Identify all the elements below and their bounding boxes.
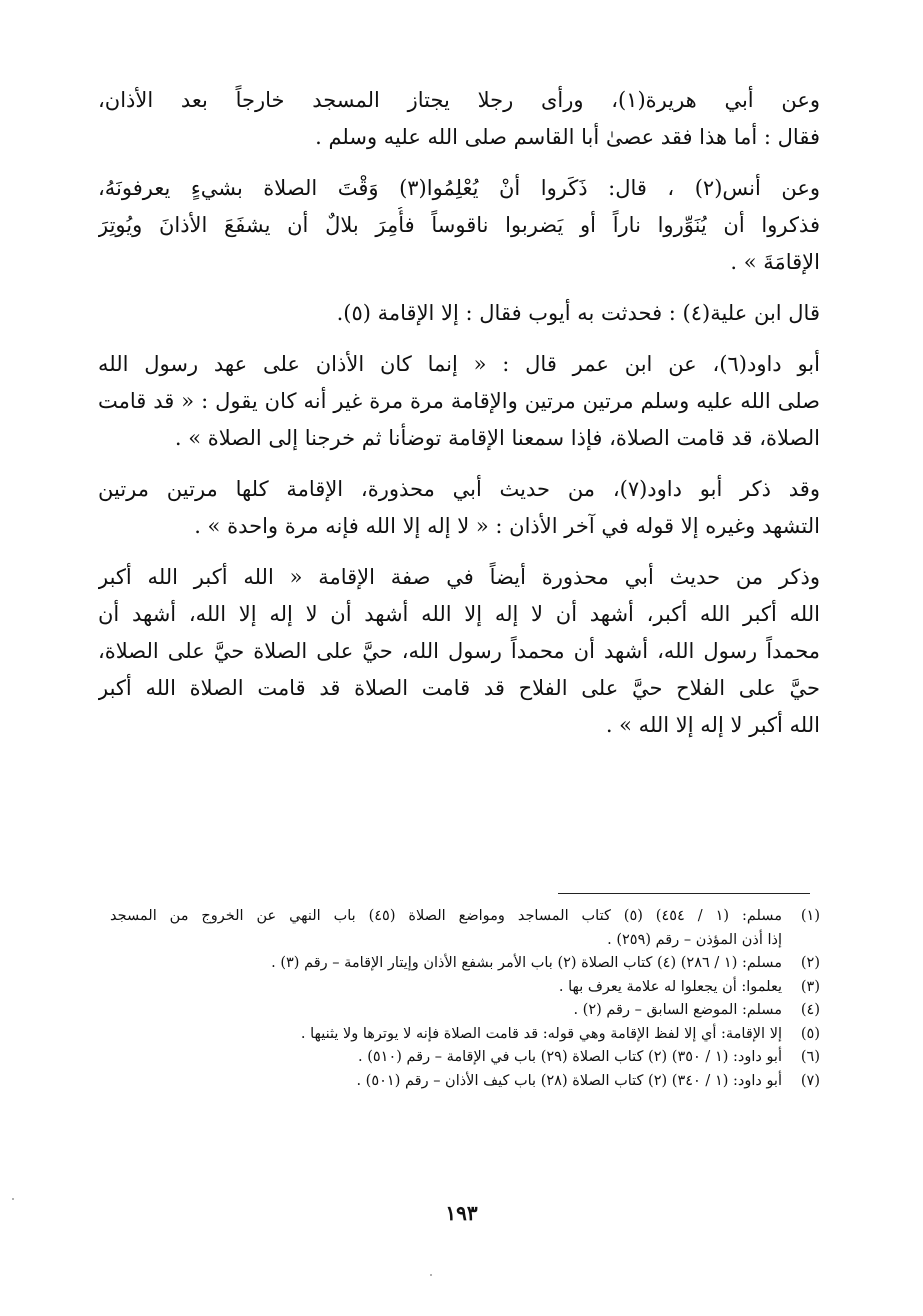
footnote-text bbox=[110, 1070, 782, 1094]
footnote-separator bbox=[558, 893, 810, 894]
text-line: حيَّ على الفلاح حيَّ على الفلاح قد قامت الصلاة قد قامت الصلاة الله أكبر bbox=[98, 676, 820, 700]
footnote-number: (٥) bbox=[800, 1025, 820, 1042]
footnote-text bbox=[110, 905, 782, 952]
text-line: وعن أبي هريرة(١)، ورأى رجلا يجتاز المسجد خارجاً بعد الأذان، bbox=[98, 88, 820, 112]
paragraph bbox=[98, 82, 820, 156]
paragraph bbox=[98, 346, 820, 457]
footnote-line: مسلم: (١ / ٤٥٤) (٥) كتاب المساجد ومواضع الصلاة (٤٥) باب النهي عن الخروج من المسجد bbox=[110, 908, 782, 924]
paragraph bbox=[98, 559, 820, 744]
footnote-line: يعلموا: أن يجعلوا له علامة يعرف بها . bbox=[558, 978, 782, 995]
footnote-line: مسلم: (١ / ٢٨٦) (٤) كتاب الصلاة (٢) باب الأمر بشفع الأذان وإيتار الإقامة – رقم (٣) . bbox=[271, 955, 782, 971]
paragraph bbox=[98, 170, 820, 281]
paragraph bbox=[98, 295, 820, 332]
text-line: فذكروا أن يُنَوِّروا ناراً أو يَضربوا ناقوساً فأُمِرَ بلالٌ أن يشفَعَ الأذانَ ويُوتِرَ bbox=[98, 213, 820, 237]
text-line: الصلاة، قد قامت الصلاة، فإذا سمعنا الإقامة توضأنا ثم خرجنا إلى الصلاة » . bbox=[174, 426, 820, 450]
footnote-line: إذا أذن المؤذن – رقم (٢٥٩) . bbox=[607, 931, 782, 948]
text-line: التشهد وغيره إلا قوله في آخر الأذان : « لا إله إلا الله فإنه مرة واحدة » . bbox=[194, 514, 820, 538]
footnote bbox=[110, 976, 820, 1000]
footnote-number: (٣) bbox=[800, 978, 820, 995]
footnote bbox=[110, 905, 820, 952]
text-line: الله أكبر الله أكبر، أشهد أن لا إله إلا الله أشهد أن لا إله إلا الله، أشهد أن bbox=[98, 602, 820, 626]
scan-speck bbox=[12, 1198, 14, 1200]
footnote-number: (٦) bbox=[800, 1049, 820, 1065]
text-line: فقال : أما هذا فقد عصىٰ أبا القاسم صلى الله عليه وسلم . bbox=[315, 125, 820, 149]
text-line: صلى الله عليه وسلم مرتين مرتين والإقامة مرة مرة غير أنه كان يقول : « قد قامت bbox=[98, 389, 820, 413]
footnote-number: (٢) bbox=[800, 955, 820, 971]
footnote-text bbox=[110, 999, 782, 1023]
footnote-line: أبو داود: (١ / ٣٥٠) (٢) كتاب الصلاة (٢٩) باب في الإقامة – رقم (٥١٠) . bbox=[357, 1049, 782, 1065]
scan-speck bbox=[430, 1274, 432, 1276]
footnote bbox=[110, 999, 820, 1023]
footnote-text bbox=[110, 976, 782, 1000]
page-number: ١٩٣ bbox=[445, 1201, 478, 1225]
text-line: الله أكبر لا إله إلا الله » . bbox=[605, 713, 820, 737]
footnote bbox=[110, 952, 820, 976]
footnote bbox=[110, 1046, 820, 1070]
paragraph bbox=[98, 471, 820, 545]
text-line: أبو داود(٦)، عن ابن عمر قال : « إنما كان الأذان على عهد رسول الله bbox=[98, 352, 820, 376]
footnote-number: (١) bbox=[800, 908, 820, 924]
footnote-text bbox=[110, 952, 782, 976]
text-line: محمداً رسول الله، أشهد أن محمداً رسول الله، حيَّ على الصلاة حيَّ على الصلاة، bbox=[98, 639, 820, 663]
footnote bbox=[110, 1023, 820, 1047]
footnote-text bbox=[110, 1046, 782, 1070]
footnote-line: إلا الإقامة: أي إلا لفظ الإقامة وهي قوله: قد قامت الصلاة فإنه لا يوترها ولا يثنيها . bbox=[300, 1025, 782, 1042]
footnote-text bbox=[110, 1023, 782, 1047]
main-text bbox=[98, 82, 820, 758]
text-line: الإقامَةَ » . bbox=[730, 250, 820, 274]
text-line: وذكر من حديث أبي محذورة أيضاً في صفة الإقامة « الله أكبر الله أكبر bbox=[98, 565, 820, 589]
footnote-number: (٧) bbox=[800, 1072, 820, 1089]
footnote-line: مسلم: الموضع السابق – رقم (٢) . bbox=[573, 1002, 782, 1018]
text-line: وقد ذكر أبو داود(٧)، من حديث أبي محذورة، الإقامة كلها مرتين مرتين bbox=[98, 477, 820, 501]
footnote bbox=[110, 1070, 820, 1094]
text-line: قال ابن علية(٤) : فحدثت به أيوب فقال : إلا الإقامة (٥). bbox=[336, 301, 820, 325]
footnote-number: (٤) bbox=[800, 1002, 820, 1018]
text-line: وعن أنس(٢) ، قال: ذَكَروا أنْ يُعْلِمُوا(٣) وَقْتَ الصلاة بشيءٍ يعرفونَهُ، bbox=[98, 176, 820, 200]
footnotes bbox=[110, 905, 820, 1093]
footnote-line: أبو داود: (١ / ٣٤٠) (٢) كتاب الصلاة (٢٨) باب كيف الأذان – رقم (٥٠١) . bbox=[356, 1072, 782, 1089]
